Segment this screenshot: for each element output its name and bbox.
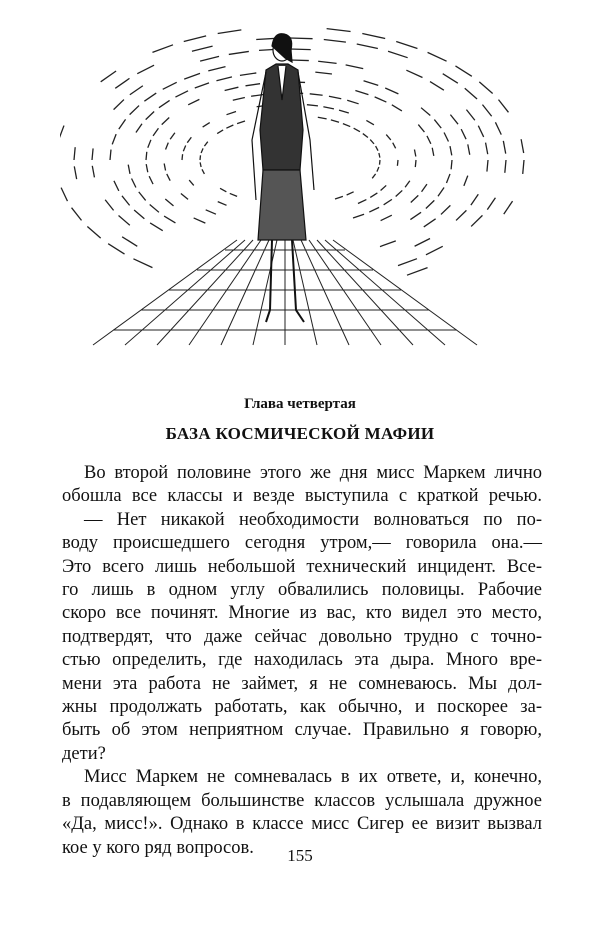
brick-stroke: [202, 169, 204, 174]
floor-line: [221, 240, 269, 345]
brick-stroke: [379, 153, 380, 158]
brick-stroke: [240, 73, 256, 75]
brick-stroke: [331, 120, 339, 122]
brick-stroke: [362, 34, 385, 39]
brick-stroke: [346, 65, 364, 69]
brick-stroke: [329, 96, 341, 99]
text-line: обошла все классы и везде выступила с краткой речью.: [62, 486, 542, 507]
brick-stroke: [208, 67, 225, 71]
brick-stroke: [114, 181, 119, 191]
brick-stroke: [163, 82, 177, 89]
text-line: кое у кого ряд вопросов.: [62, 837, 254, 858]
brick-stroke: [397, 160, 398, 166]
text-line: подтвердят, что даже сейчас довольно трудно с точно-: [62, 626, 542, 647]
brick-stroke: [414, 150, 415, 157]
brick-stroke: [355, 91, 368, 95]
brick-stroke: [150, 205, 159, 213]
brick-stroke: [487, 160, 488, 172]
brick-stroke: [324, 40, 346, 43]
brick-stroke: [495, 122, 501, 134]
brick-stroke: [411, 195, 419, 202]
brick-stroke: [427, 136, 431, 144]
brick-stroke: [122, 237, 137, 246]
brick-stroke: [381, 215, 392, 220]
brick-stroke: [92, 148, 93, 160]
brick-stroke: [87, 227, 100, 239]
brick-stroke: [410, 212, 421, 219]
brick-stroke: [119, 216, 130, 226]
brick-stroke: [396, 190, 403, 196]
brick-stroke: [192, 46, 213, 51]
brick-stroke: [461, 129, 466, 139]
text-line: дети?: [62, 743, 106, 764]
brick-stroke: [503, 141, 505, 154]
brick-stroke: [421, 108, 430, 116]
brick-stroke: [200, 162, 201, 167]
brick-stroke: [370, 140, 374, 144]
brick-stroke: [105, 200, 113, 211]
brick-stroke: [422, 184, 427, 192]
brick-stroke: [74, 166, 76, 179]
brick-stroke: [381, 185, 387, 190]
brick-stroke: [428, 52, 447, 61]
brick-stroke: [175, 91, 188, 97]
brick-stroke: [377, 167, 379, 172]
floor-line: [309, 240, 381, 345]
brick-stroke: [164, 164, 165, 171]
chapter-illustration: [60, 10, 540, 355]
brick-stroke: [133, 259, 152, 268]
brick-stroke: [134, 210, 144, 219]
brick-stroke: [130, 86, 143, 95]
brick-stroke: [455, 66, 471, 76]
brick-stroke: [137, 65, 154, 74]
brick-stroke: [335, 196, 343, 199]
brick-stroke: [443, 74, 458, 83]
brick-stroke: [363, 134, 368, 138]
brick-stroke: [347, 100, 358, 104]
brick-stroke: [385, 88, 398, 94]
brick-stroke: [438, 188, 444, 197]
brick-stroke: [218, 30, 242, 34]
brick-stroke: [430, 82, 444, 91]
brick-stroke: [318, 61, 336, 63]
brick-stroke: [339, 110, 349, 113]
brick-stroke: [523, 160, 524, 174]
text-line: воду происшедшего сегодня утром,— говорила она.—: [62, 533, 542, 554]
brick-stroke: [434, 120, 441, 129]
text-line: го лишь в одном углу обвалились половицы. Рабочие: [62, 580, 542, 601]
brick-stroke: [130, 106, 139, 115]
brick-stroke: [148, 140, 151, 148]
brick-stroke: [396, 41, 417, 48]
brick-stroke: [162, 118, 170, 125]
brick-stroke: [187, 137, 191, 142]
floor-line: [93, 240, 237, 345]
text-line: в подавляющем большинстве классов услышала дружное: [62, 790, 542, 811]
brick-stroke: [153, 128, 158, 136]
brick-stroke: [466, 110, 474, 121]
brick-stroke: [392, 105, 402, 111]
brick-stroke: [233, 97, 245, 100]
text-line: скоро все починят. Многие из вас, кто видел это место,: [62, 603, 542, 624]
brick-stroke: [146, 152, 147, 160]
brick-stroke: [426, 246, 443, 255]
brick-stroke: [115, 78, 129, 88]
text-line: жны продолжать работать, как обычно, и поскорее за-: [62, 697, 542, 718]
brick-stroke: [432, 148, 434, 156]
brick-stroke: [471, 215, 482, 226]
brick-stroke: [195, 83, 209, 88]
brick-stroke: [122, 196, 130, 206]
text-line: Мисс Маркем не сомневалась в их ответе, и, конечно,: [84, 767, 542, 788]
brick-stroke: [229, 51, 249, 54]
brick-stroke: [450, 115, 458, 125]
text-line: Во второй половине этого же дня мисс Маркем лично: [84, 463, 542, 483]
brick-stroke: [61, 188, 67, 201]
brick-stroke: [504, 201, 513, 214]
brick-stroke: [92, 166, 94, 178]
brick-stroke: [482, 105, 491, 117]
brick-stroke: [315, 72, 332, 74]
brick-stroke: [323, 107, 334, 109]
brick-stroke: [290, 38, 313, 39]
brick-stroke: [194, 218, 206, 223]
brick-stroke: [181, 194, 188, 200]
brick-stroke: [246, 84, 261, 86]
brick-stroke: [486, 143, 488, 155]
brick-stroke: [203, 123, 210, 128]
brick-stroke: [471, 194, 478, 205]
brick-stroke: [206, 210, 216, 214]
brick-stroke: [164, 216, 175, 223]
brick-stroke: [237, 121, 245, 124]
brick-stroke: [218, 202, 227, 206]
brick-stroke: [465, 88, 477, 99]
brick-stroke: [227, 112, 236, 115]
floor-line: [157, 240, 253, 345]
text-line: быть об этом неприятном случае. Правильно я говорю,: [62, 720, 542, 741]
brick-stroke: [184, 36, 206, 42]
floor-line: [293, 240, 317, 345]
brick-stroke: [139, 192, 146, 201]
brick-stroke: [167, 174, 170, 181]
brick-stroke: [310, 94, 323, 95]
brick-stroke: [119, 119, 126, 129]
brick-stroke: [366, 120, 374, 124]
brick-stroke: [464, 176, 468, 186]
brick-stroke: [150, 223, 163, 231]
brick-stroke: [418, 125, 424, 132]
floor-line: [125, 240, 245, 345]
brick-stroke: [200, 56, 219, 61]
brick-stroke: [170, 133, 175, 140]
brick-stroke: [146, 112, 154, 120]
text-line: Это всего лишь небольшой технический инцидент. Все-: [62, 556, 542, 577]
brick-stroke: [347, 192, 354, 195]
floor-line: [253, 240, 277, 345]
brick-stroke: [60, 126, 64, 140]
brick-stroke: [478, 126, 483, 137]
brick-stroke: [290, 49, 311, 50]
brick-stroke: [372, 174, 375, 178]
brick-stroke: [216, 77, 231, 81]
brick-stroke: [182, 154, 183, 160]
brick-stroke: [364, 81, 379, 86]
text-line: — Нет никакой необходимости волноваться по по-: [84, 509, 542, 530]
floor-line: [301, 240, 349, 345]
text-line: мени эта работа не займет, я не сомневаюсь. Мы дол-: [62, 673, 542, 694]
brick-stroke: [290, 60, 309, 61]
chapter-title: БАЗА КОСМИЧЕСКОЙ МАФИИ: [165, 424, 435, 443]
brick-stroke: [184, 73, 200, 79]
brick-stroke: [444, 132, 448, 141]
brick-stroke: [149, 176, 153, 184]
brick-stroke: [165, 199, 173, 206]
brick-stroke: [183, 146, 185, 152]
brick-stroke: [343, 124, 350, 127]
woman-figure: [252, 34, 314, 322]
brick-stroke: [152, 45, 173, 53]
brick-stroke: [468, 144, 470, 154]
brick-stroke: [159, 100, 170, 107]
brick-stroke: [450, 146, 452, 155]
corridor-floor-lines: [93, 240, 477, 345]
brick-stroke: [112, 134, 116, 144]
brick-stroke: [166, 143, 169, 150]
brick-stroke: [114, 100, 124, 110]
brick-stroke: [230, 193, 237, 196]
brick-stroke: [136, 124, 142, 133]
brick-stroke: [406, 70, 422, 77]
brick-stroke: [405, 181, 410, 188]
brick-stroke: [188, 99, 199, 104]
brick-stroke: [307, 105, 318, 106]
brick-stroke: [327, 29, 351, 32]
page-number: 155: [287, 846, 313, 865]
brick-stroke: [376, 146, 378, 151]
brick-stroke: [226, 125, 233, 128]
brick-stroke: [108, 244, 124, 254]
brick-stroke: [479, 82, 492, 94]
brick-stroke: [318, 117, 327, 119]
brick-stroke: [74, 147, 75, 160]
brick-stroke: [384, 199, 392, 204]
brick-stroke: [370, 193, 377, 198]
brick-stroke: [375, 97, 387, 102]
brick-stroke: [380, 241, 396, 247]
floor-line: [333, 240, 477, 345]
brick-stroke: [388, 51, 408, 57]
brick-stroke: [498, 100, 508, 113]
brick-stroke: [424, 219, 436, 227]
brick-stroke: [132, 179, 136, 188]
floor-line: [325, 240, 445, 345]
brick-stroke: [505, 160, 506, 173]
brick-stroke: [357, 44, 378, 49]
brick-stroke: [354, 128, 360, 132]
text-line: «Да, мисс!». Однако в классе мисс Сигер ее визит вызвал: [62, 814, 542, 835]
brick-stroke: [393, 143, 396, 149]
brick-stroke: [415, 238, 430, 246]
brick-stroke: [144, 93, 156, 101]
brick-stroke: [220, 188, 226, 192]
body-text: [62, 462, 542, 860]
brick-stroke: [189, 180, 194, 185]
brick-stroke: [521, 139, 524, 153]
brick-stroke: [204, 142, 207, 146]
brick-stroke: [225, 87, 239, 90]
brick-stroke: [398, 259, 417, 266]
brick-stroke: [128, 165, 130, 174]
chapter-number: Глава четвертая: [244, 396, 356, 412]
floor-line: [317, 240, 413, 345]
brick-stroke: [415, 160, 416, 167]
brick-stroke: [217, 130, 223, 134]
floor-line: [189, 240, 261, 345]
brick-stroke: [487, 198, 495, 210]
text-line: стью определить, где находилась эта дыра. Много вре-: [62, 650, 542, 671]
brick-stroke: [426, 200, 434, 208]
brick-stroke: [146, 164, 148, 172]
brick-stroke: [110, 150, 111, 160]
brick-stroke: [201, 148, 203, 153]
brick-stroke: [407, 268, 428, 276]
brick-stroke: [456, 210, 466, 220]
brick-stroke: [386, 135, 391, 140]
brick-stroke: [369, 207, 379, 212]
brick-stroke: [72, 208, 82, 221]
brick-stroke: [358, 200, 366, 204]
brick-stroke: [451, 160, 452, 169]
brick-stroke: [353, 214, 364, 218]
brick-stroke: [101, 71, 116, 82]
brick-stroke: [441, 205, 450, 214]
brick-stroke: [446, 174, 450, 183]
